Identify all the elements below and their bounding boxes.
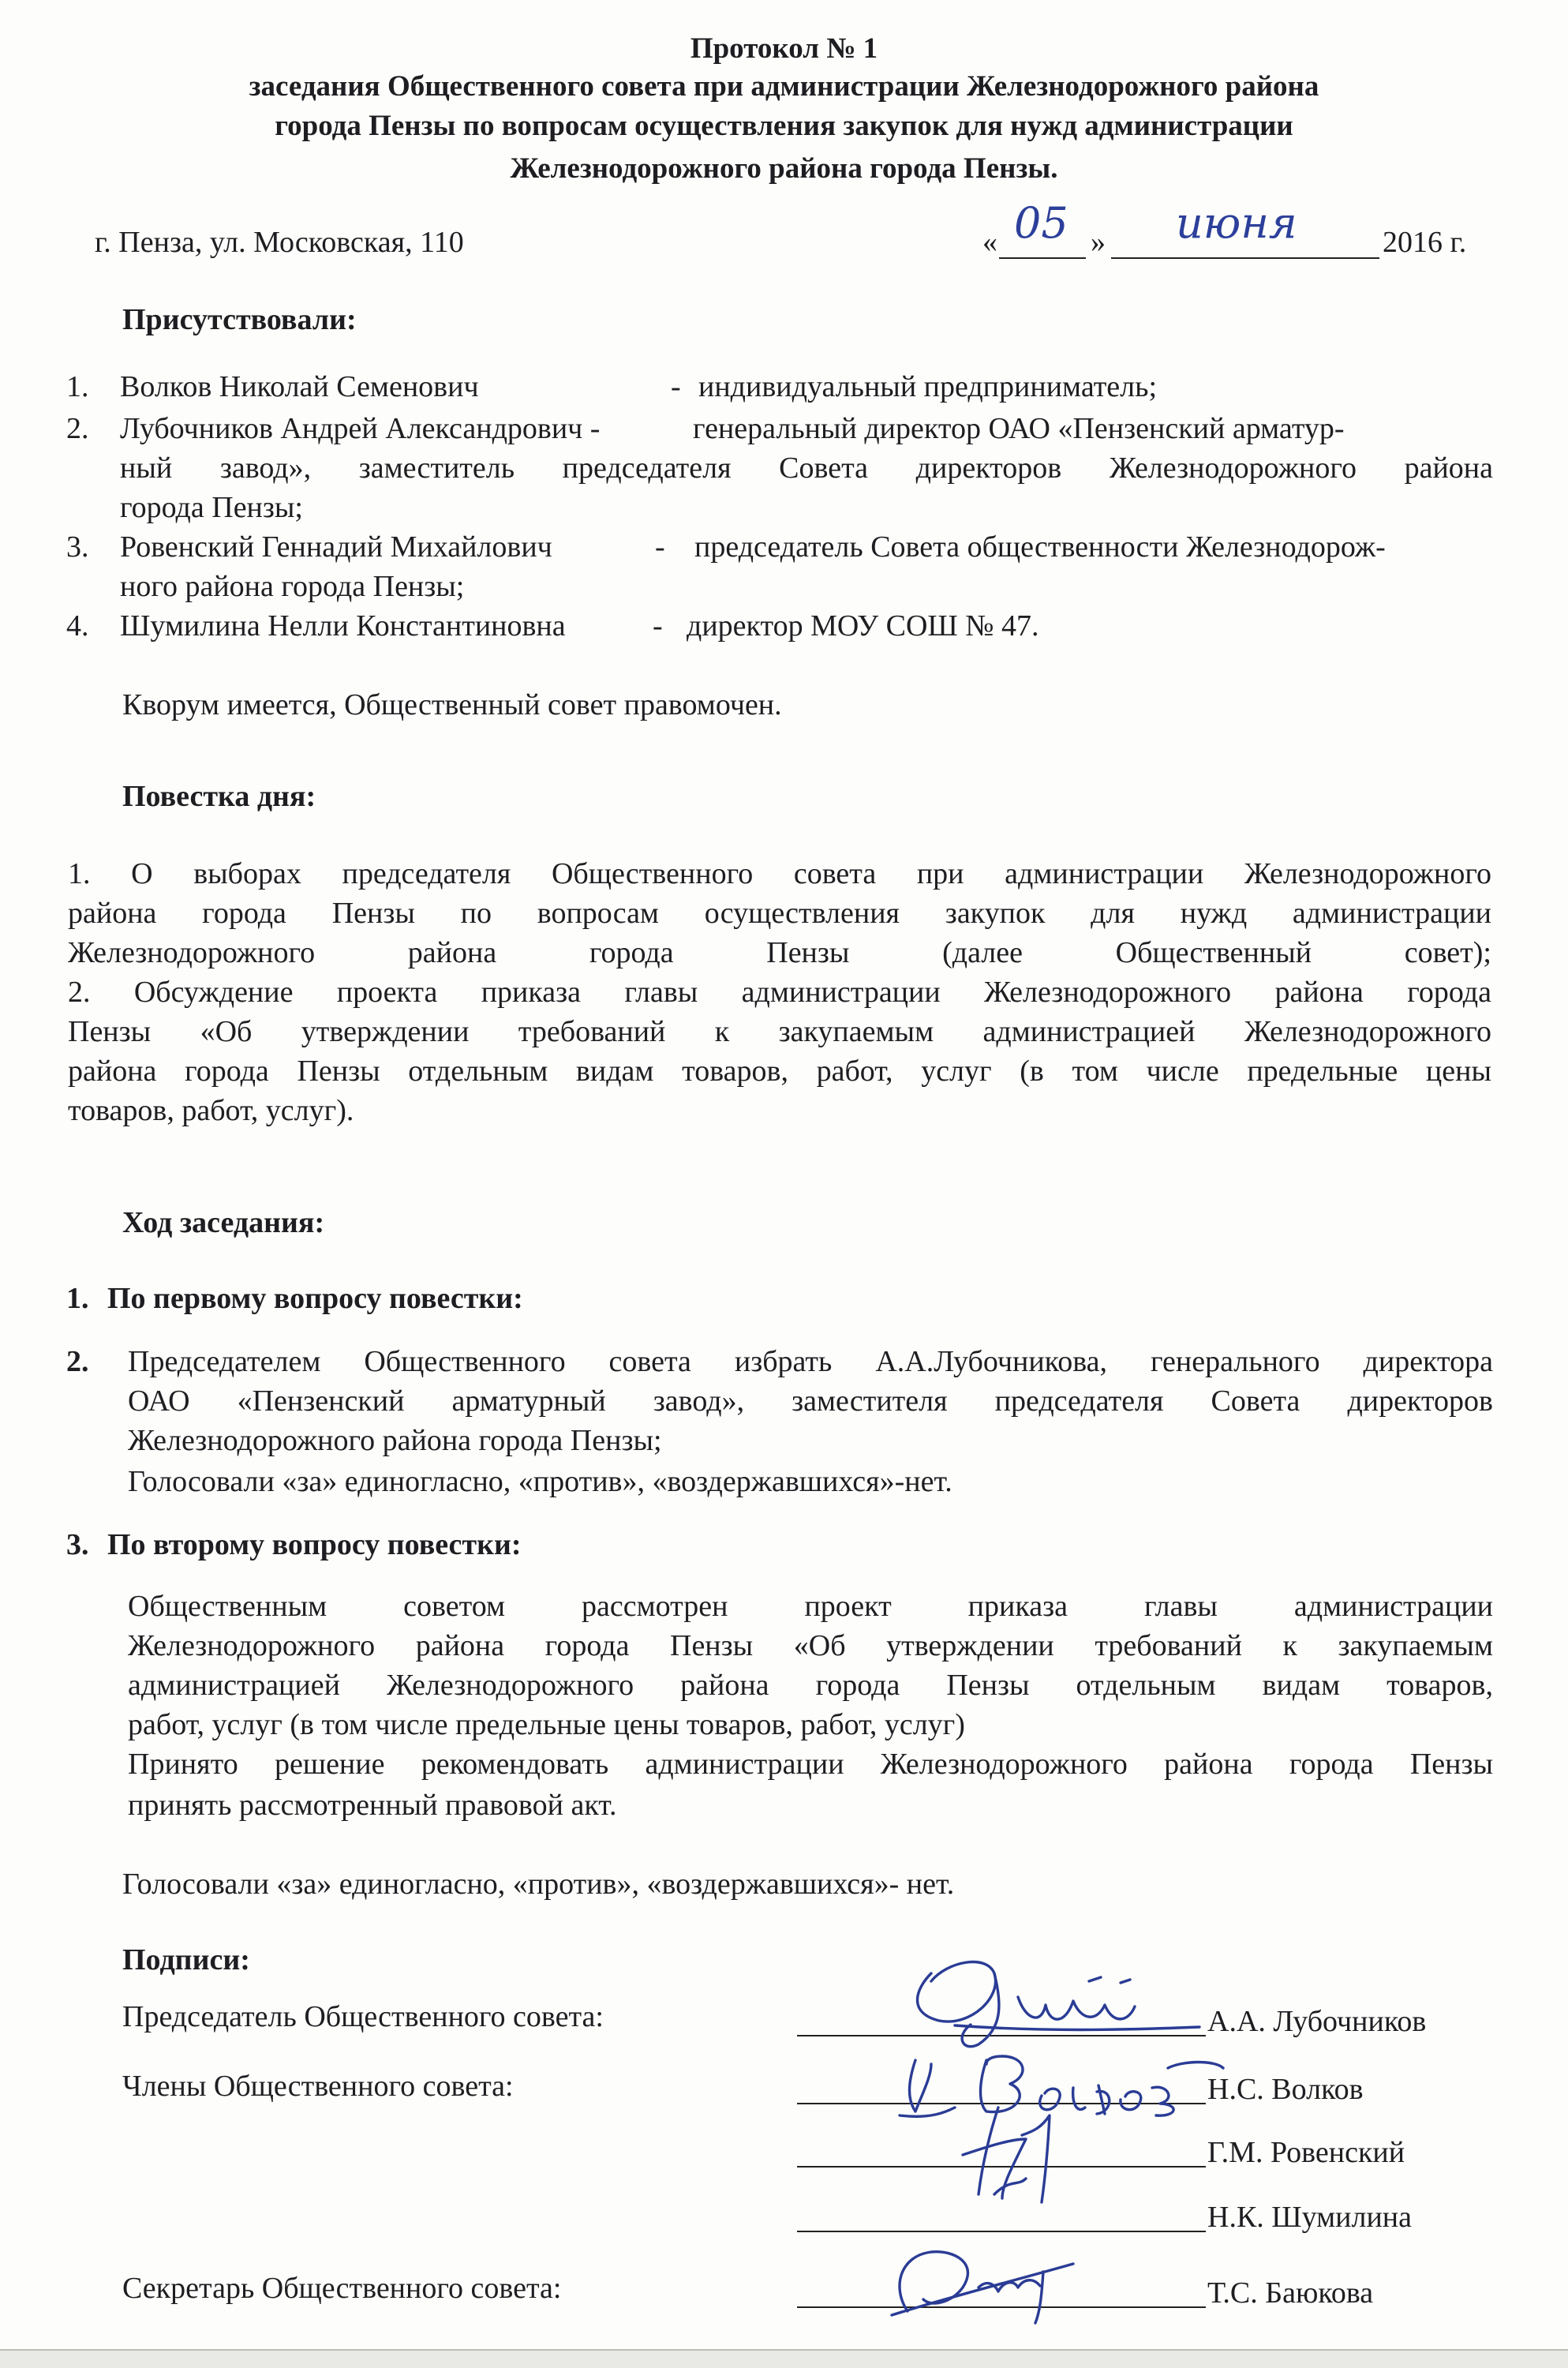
date-year: 2016 г. <box>1383 226 1467 259</box>
question-3-number: 3. <box>66 1528 89 1561</box>
meeting-place: г. Пенза, ул. Московская, 110 <box>95 226 464 259</box>
secretary-label: Секретарь Общественного совета: <box>122 2272 562 2305</box>
question-2-line: Председателем Общественного совета избрать А.А.Лубочникова, генерального директора <box>128 1345 1493 1378</box>
scan-bottom-edge <box>0 2351 1568 2368</box>
attendee-1-role: индивидуальный предприниматель; <box>698 370 1158 403</box>
agenda-heading: Повестка дня: <box>122 780 316 813</box>
protocol-subtitle-line1: заседания Общественного совета при администрации Железнодорожного района <box>249 70 1319 103</box>
secretary-signature <box>860 2240 1097 2327</box>
signatures-heading: Подписи: <box>122 1943 250 1976</box>
question-3-line: Железнодорожного района города Пензы «Об утверждении требований к закупаемым <box>128 1629 1493 1662</box>
member-2-name: Г.М. Ровенский <box>1207 2136 1405 2169</box>
agenda-line: Пензы «Об утверждении требований к закупаемым администрацией Железнодорожного <box>68 1015 1491 1048</box>
proceedings-heading: Ход заседания: <box>122 1206 325 1239</box>
date-month-underline <box>1111 257 1379 259</box>
question-2-line: ОАО «Пензенский арматурный завод», заместителя председателя Совета директоров <box>128 1384 1493 1418</box>
chair-label: Председатель Общественного совета: <box>122 2000 604 2033</box>
question-3-line: администрацией Железнодорожного района города Пензы отдельным видам товаров, <box>128 1669 1493 1702</box>
attendee-1-number: 1. <box>66 370 89 403</box>
member-3-signature-line <box>797 2231 1206 2232</box>
attendee-3-role: председатель Совета общественности Железнодорож- <box>694 530 1386 564</box>
date-day-underline <box>999 257 1086 259</box>
protocol-title: Протокол № 1 <box>690 32 878 65</box>
attendee-4-number: 4. <box>66 609 89 643</box>
member-3-name: Н.К. Шумилина <box>1207 2201 1413 2234</box>
date-close-quote: » <box>1091 226 1106 259</box>
attendee-3-dash: - <box>655 530 665 564</box>
question-3-heading: По второму вопросу повестки: <box>107 1528 522 1561</box>
attendee-1-name: Волков Николай Семенович <box>120 370 479 403</box>
member-2-signature <box>947 2100 1089 2210</box>
quorum-statement: Кворум имеется, Общественный совет правомочен. <box>122 688 782 721</box>
secretary-name: Т.С. Баюкова <box>1207 2276 1374 2310</box>
attendee-3-name: Ровенский Геннадий Михайлович <box>120 530 552 564</box>
question-1-number: 1. <box>66 1282 89 1315</box>
agenda-line: товаров, работ, услуг). <box>68 1094 354 1127</box>
question-3-line: принять рассмотренный правовой акт. <box>128 1789 617 1822</box>
protocol-subtitle-line2: города Пензы по вопросам осуществления закупок для нужд администрации <box>275 110 1293 142</box>
protocol-subtitle-line3: Железнодорожного района города Пензы. <box>510 152 1058 185</box>
question-1-heading: По первому вопросу повестки: <box>107 1282 523 1315</box>
member-1-name: Н.С. Волков <box>1207 2073 1364 2106</box>
attendee-2-number: 2. <box>66 412 89 445</box>
attendee-2-role-cont2: города Пензы; <box>120 491 303 524</box>
agenda-line: Железнодорожного района города Пензы (далее Общественный совет); <box>68 936 1491 969</box>
attendee-2-role: генеральный директор ОАО «Пензенский арматур- <box>693 412 1345 445</box>
attendee-2-name: Лубочников Андрей Александрович - <box>120 412 601 445</box>
attendee-4-name: Шумилина Нелли Константиновна <box>120 609 566 643</box>
attendee-4-dash: - <box>653 609 663 643</box>
attendee-1-dash: - <box>671 370 681 403</box>
agenda-line: 2. Обсуждение проекта приказа главы администрации Железнодорожного района города <box>68 976 1491 1009</box>
question-3-line: Общественным советом рассмотрен проект приказа главы администрации <box>128 1590 1493 1623</box>
attendee-3-role-cont1: ного района города Пензы; <box>120 570 465 603</box>
attendee-4-role: директор МОУ СОШ № 47. <box>687 609 1039 643</box>
chair-name: А.А. Лубочников <box>1207 2005 1427 2038</box>
date-month: июня <box>1176 198 1297 248</box>
date-open-quote: « <box>982 226 997 259</box>
agenda-line: 1. О выборах председателя Общественного совета при администрации Железнодорожного <box>68 857 1491 890</box>
question-2-line: Железнодорожного района города Пензы; <box>128 1424 662 1457</box>
question-2-number: 2. <box>66 1345 89 1378</box>
agenda-line: района города Пензы по вопросам осуществления закупок для нужд администрации <box>68 897 1491 930</box>
attendees-heading: Присутствовали: <box>122 303 357 336</box>
question-2-vote: Голосовали «за» единогласно, «против», «воздержавшихся»-нет. <box>128 1465 952 1498</box>
date-day: 05 <box>1014 198 1068 248</box>
question-3-line: Принято решение рекомендовать администрации Железнодорожного района города Пензы <box>128 1748 1493 1781</box>
final-vote: Голосовали «за» единогласно, «против», «воздержавшихся»- нет. <box>122 1868 955 1901</box>
attendee-3-number: 3. <box>66 530 89 564</box>
agenda-line: района города Пензы отдельным видам товаров, работ, услуг (в том числе предельные цены <box>68 1055 1491 1088</box>
members-label: Члены Общественного совета: <box>122 2070 514 2103</box>
question-3-line: работ, услуг (в том числе предельные цены товаров, работ, услуг) <box>128 1708 965 1741</box>
attendee-2-role-cont1: ный завод», заместитель председателя Совета директоров Железнодорожного района <box>120 451 1493 485</box>
